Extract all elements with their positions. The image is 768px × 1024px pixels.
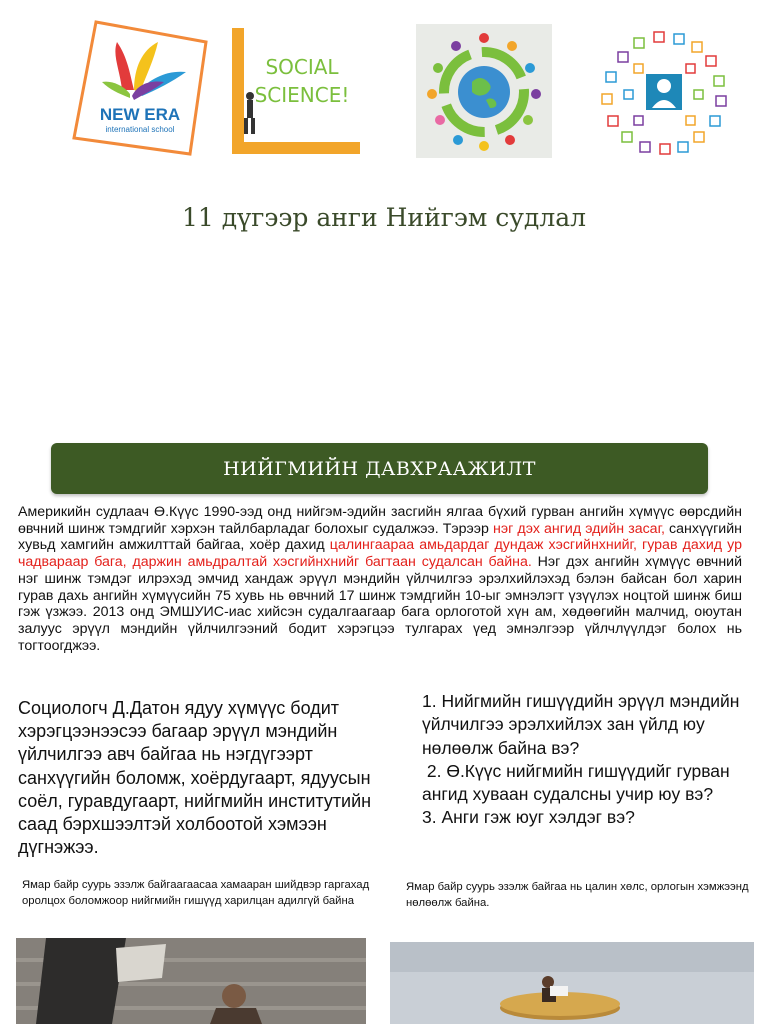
question-item: 2. Ө.Күүс нийгмийн гишүүдийг гурван ангид хуваан судалсны учир юу вэ? [422,760,735,805]
intro-highlight-2: цалингаараа амьдардаг дундаж хэсгийнхнийг, гурав дахид ур чадвараар бага, даржин амьдралтай хэсгийнхнийг багтаан судалсан байна. [18,537,743,571]
intro-text-1: Америкийн судлаач Ө.Күүс 1990-ээд онд нийгэм-эдийн засгийн ялгаа бүхий гурван ангийн хүмүүс өөрсдийн өвчний шинж тэмдгийг хэрхэн тайлбарладаг болохыг судалжээ. Тэрээр [18,504,742,537]
questions-list [422,690,752,830]
intro-text-3: Нэг дэх ангийн хүмүүс өвчний нэг шинж тэмдэг илрэхэд эмчид хандаж эрүүл мэндийн үйлчилгээ эрэлхийлэхэд бэлэн байсан бол харин гурав дахь ангийн хүмүүсийн 75 хувь нь өвчний 17 шинж тэмдгийн 10-ыг эмнэлэгт үзүүлэх ноцтой шинж биш гэж үзжээ. 2013 онд ЭМШУИС-иас хийсэн судалгаагаар бага орлоготой хүн ам, хөдөөгийн малчид, оюутан залуус эрүүл мэндийн үйлчилгээний бодит хэрэгцээ тулгарах үед эмнэлгээр үйлчлүүлдэг болох нь тогтоогджээ. [18,554,743,654]
caption-right: Ямар байр суурь эзэлж байгаа нь цалин хөлс, орлогын хэмжээнд нөлөөлж байна. [406,881,749,909]
section-banner [51,443,708,494]
intro-text-2: санхүүгийн хувьд хамгийн амжилттай байгаа, хоёр дахид [18,520,742,554]
datton-paragraph: Социологч Д.Датон ядуу хүмүүс бодит хэрэгцээнээсээ багаар эрүүл мэндийн үйлчилгээ авч байгаа нь нэгдүгээрт санхүүгийн боломж, хоёрдугаарт, ядуусын соёл, гуравдугаарт, нийгмийн институтийн саад бэрхшээлтэй холбоотой хэмээн дүгнэжээ. [18,698,372,858]
social-science-logo [228,24,362,158]
recycle-globe-image [416,24,552,158]
new-era-logo-name: NEW ERA [99,105,181,124]
photo-coins [390,942,754,1024]
photo-street-people [16,938,366,1024]
caption-left: Ямар байр суурь эзэлж байгаагаасаа хамааран шийдвэр гаргахад оролцох боломжоор нийгмийн гишүүд харилцан адилгүй байна [22,879,370,907]
social-science-logo-line2: SCIENCE! [254,83,350,107]
page-title: 11 дүгээр анги Нийгэм судлал [182,203,586,232]
intro-highlight-1: нэг дэх ангид эдийн засаг, [493,520,665,537]
section-banner-label: НИЙГМИЙН ДАВХРААЖИЛТ [223,457,536,480]
question-item: 1. Нийгмийн гишүүдийн эрүүл мэндийн үйлчилгээ эрэлхийлэх зан үйлд юу нөлөөлж байна вэ? [422,691,740,758]
question-item: 3. Анги гэж юуг хэлдэг вэ? [422,807,635,828]
social-network-image [594,24,734,158]
social-science-logo-line1: SOCIAL [265,55,339,79]
new-era-logo [72,20,208,158]
new-era-logo-sub: international school [105,125,175,134]
intro-paragraph [18,504,742,654]
